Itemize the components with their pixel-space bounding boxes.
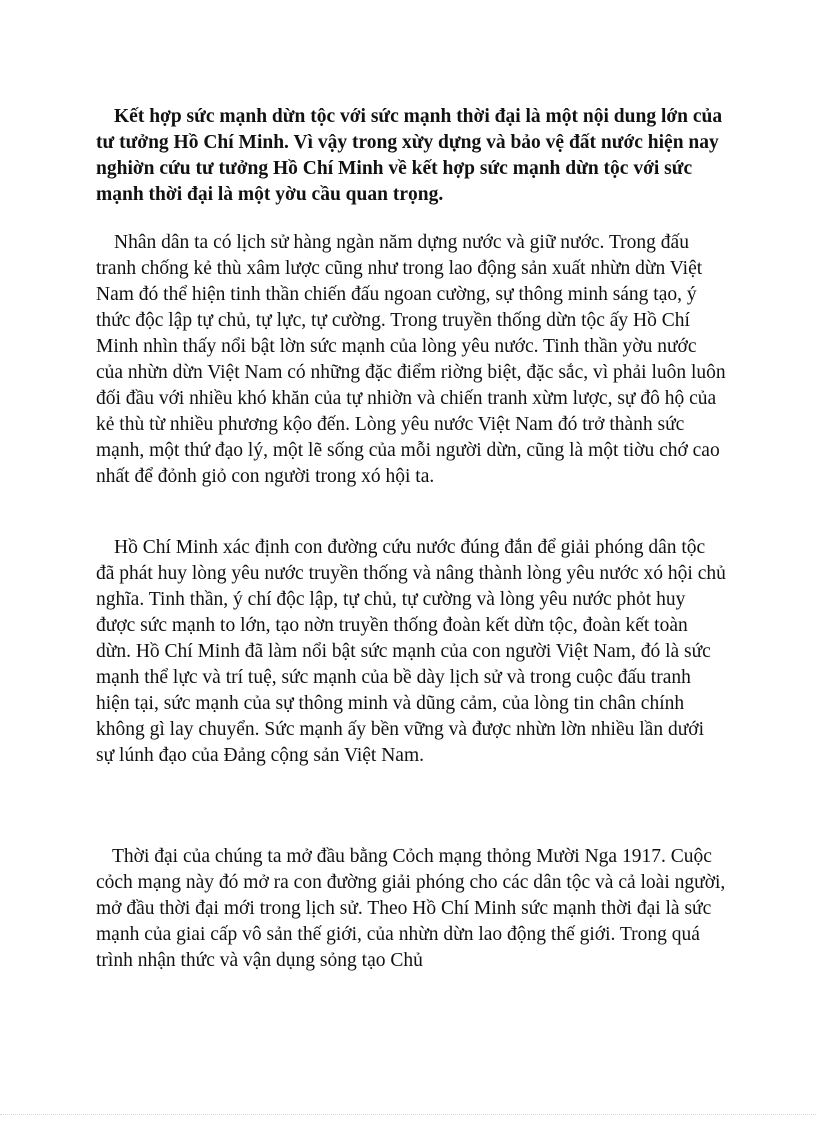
body-paragraph-national-strength: Hồ Chí Minh xác định con đường cứu nước đúng đắn để giải phóng dân tộc đã phát huy lòng yêu nước truyền thống và nâng thành lòng yêu nước xó hội chủ nghĩa. Tinh thần, ý chí độc lập, tự chủ, tự cường và lòng yêu nước phỏt huy được sức mạnh to lớn, tạo nờn truyền thống đoàn kết dừn tộc, đoàn kết toàn dừn. Hồ Chí Minh đã làm nổi bật sức mạnh của con người Việt Nam, đó là sức mạnh thể lực và trí tuệ, sức mạnh của bề dày lịch sử và trong cuộc đấu tranh hiện tại, sức mạnh của sự thông minh và dũng cảm, của lòng tin chân chính không gì lay chuyển. Sức mạnh ấy bền vững và được nhừn lờn nhiều lần dưới sự lúnh đạo của Đảng cộng sản Việt Nam. — [96, 537, 726, 766]
page-bottom-divider — [0, 1114, 816, 1115]
intro-paragraph-bold: Kết hợp sức mạnh dừn tộc với sức mạnh thời đại là một nội dung lớn của tư tưởng Hồ Chí Minh. Vì vậy trong xừy dựng và bảo vệ đất nước hiện nay nghiờn cứu tư tưởng Hồ Chí Minh về kết hợp sức mạnh dừn tộc với sức mạnh thời đại là một yờu cầu quan trọng. — [96, 106, 723, 205]
body-paragraph-patriotism: Nhân dân ta có lịch sử hàng ngàn năm dựng nước và giữ nước. Trong đấu tranh chống kẻ thù xâm lược cũng như trong lao động sản xuất nhừn dừn Việt Nam đó thể hiện tinh thần chiến đấu ngoan cường, sự thông minh sáng tạo, ý thức độc lập tự chủ, tự lực, tự cường. Trong truyền thống dừn tộc ấy Hồ Chí Minh nhìn thấy nổi bật lờn sức mạnh của lòng yêu nước. Tinh thần yờu nước của nhừn dừn Việt Nam có những đặc điểm riờng biệt, đặc sắc, vì phải luôn luôn đối đầu với nhiều khó khăn của tự nhiờn và chiến tranh xừm lược, sự đô hộ của kẻ thù từ nhiều phương kộo đến. Lòng yêu nước Việt Nam đó trở thành sức mạnh, một thứ đạo lý, một lẽ sống của mỗi người dừn, cũng là một tiờu chớ cao nhất để đỏnh giỏ con người trong xó hội ta. — [96, 232, 726, 487]
body-paragraph-era-strength: Thời đại của chúng ta mở đầu bằng Cỏch mạng thỏng Mười Nga 1917. Cuộc cỏch mạng này đó mở ra con đường giải phóng cho các dân tộc và cả loài người, mở đầu thời đại mới trong lịch sử. Theo Hồ Chí Minh sức mạnh thời đại là sức mạnh của giai cấp vô sản thế giới, của nhừn dừn lao động thế giới. Trong quá trình nhận thức và vận dụng sỏng tạo Chủ — [96, 846, 726, 971]
